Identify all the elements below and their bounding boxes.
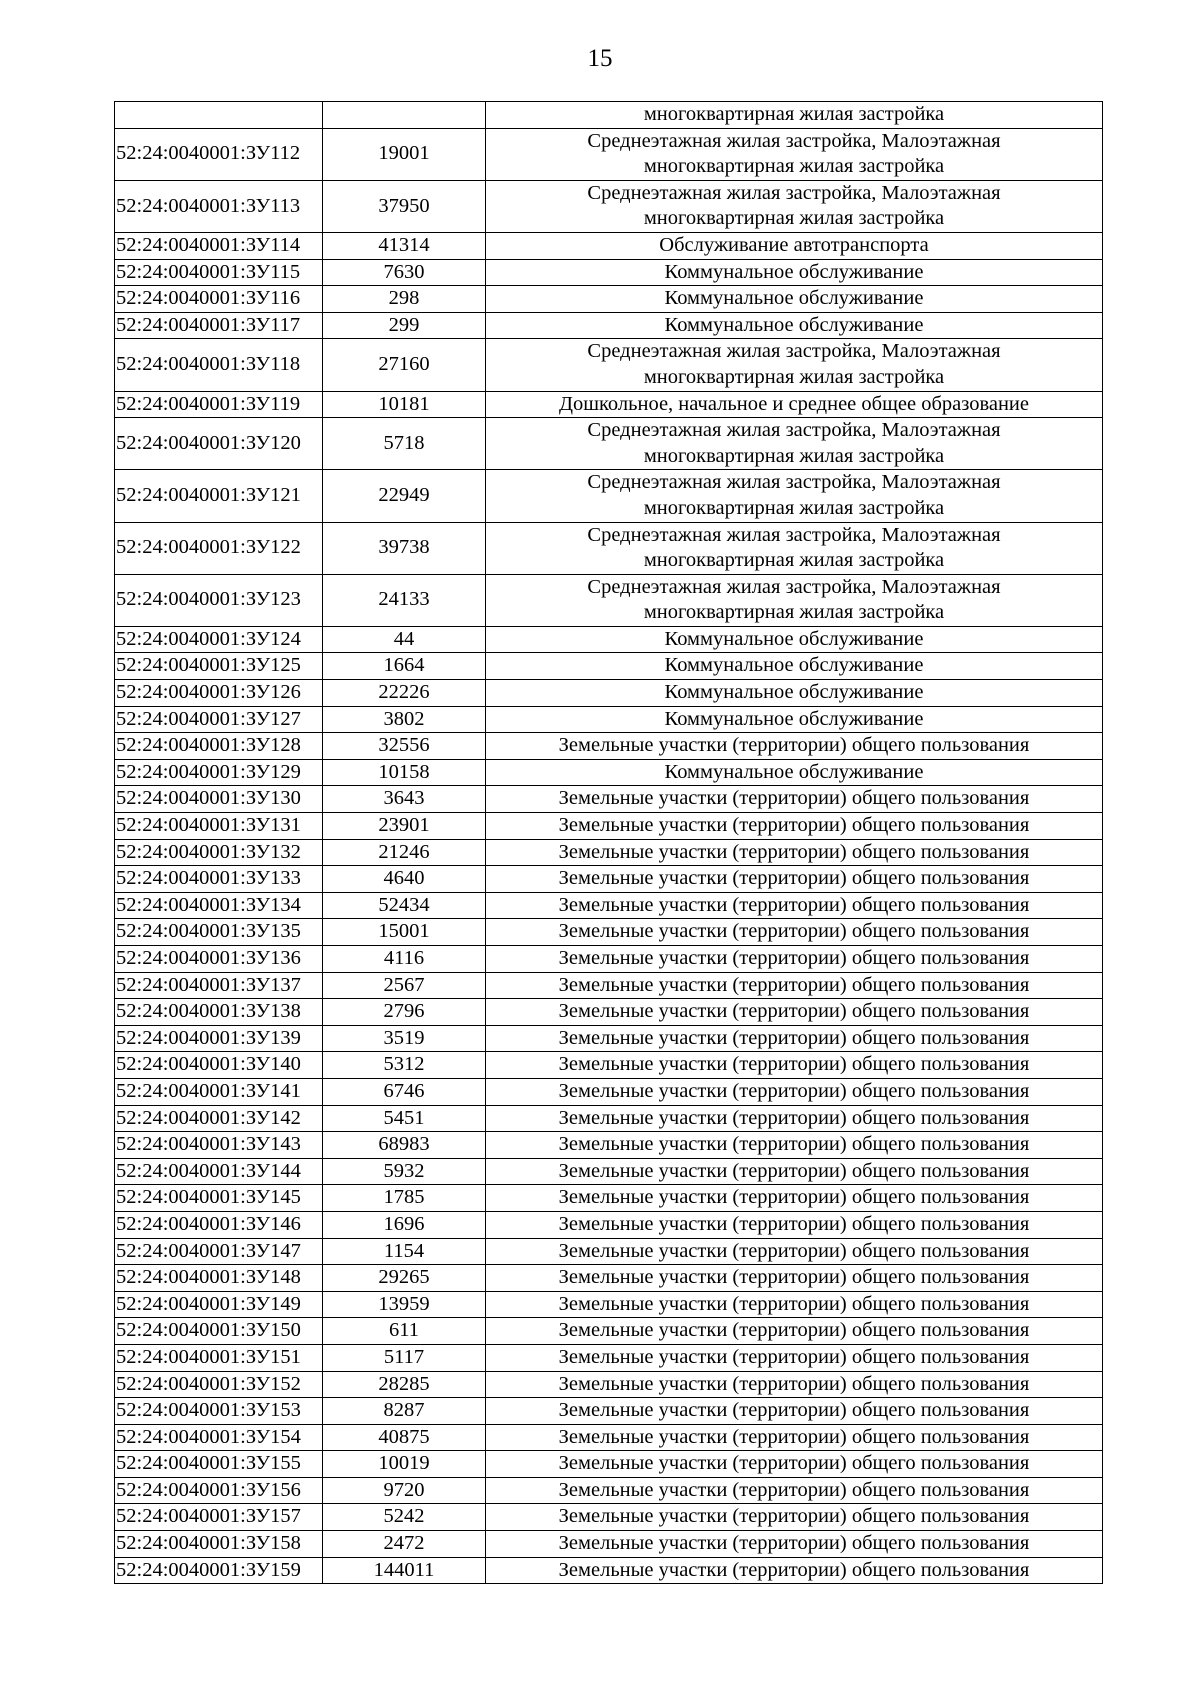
plot-use-line: Земельные участки (территории) общего пользования: [558, 1399, 1030, 1422]
plot-use-line: Земельные участки (территории) общего пользования: [558, 1212, 1030, 1235]
plot-id-cell: 52:24:0040001:ЗУ154: [115, 1424, 323, 1451]
table-row: [115, 1078, 1103, 1105]
plot-use-line: Дошкольное, начальное и среднее общее образование: [558, 392, 1030, 415]
table-row: [115, 999, 1103, 1026]
table-row: [115, 680, 1103, 707]
plot-area-cell: 7630: [323, 259, 486, 286]
table-row: [115, 1504, 1103, 1531]
table-row: [115, 1052, 1103, 1079]
plot-use-cell: [486, 946, 1103, 973]
plot-use-cell: [486, 1398, 1103, 1425]
table-row: [115, 1025, 1103, 1052]
plot-use-cell: [486, 1477, 1103, 1504]
plot-use-line: Земельные участки (территории) общего пользования: [558, 1345, 1030, 1368]
plot-use-cell: [486, 286, 1103, 313]
plot-use-line: Земельные участки (территории) общего пользования: [558, 1452, 1030, 1475]
plot-use-cell: [486, 312, 1103, 339]
plot-use-line: многоквартирная жилая застройка: [643, 444, 945, 467]
table-row: [115, 1344, 1103, 1371]
table-row: [115, 1132, 1103, 1159]
plot-use-line: многоквартирная жилая застройка: [643, 496, 945, 519]
plot-area-cell: 611: [323, 1318, 486, 1345]
plot-area-cell: 298: [323, 286, 486, 313]
plot-use-line: Земельные участки (территории) общего пользования: [558, 920, 1030, 943]
plot-area-cell: 299: [323, 312, 486, 339]
plot-area-cell: [323, 102, 486, 129]
table-row: [115, 574, 1103, 626]
plot-area-cell: 3643: [323, 786, 486, 813]
plot-use-cell: [486, 759, 1103, 786]
plot-id-cell: 52:24:0040001:ЗУ113: [115, 180, 323, 232]
plot-use-line: Земельные участки (территории) общего пользования: [558, 1478, 1030, 1501]
plot-use-line: Коммунальное обслуживание: [664, 627, 924, 650]
plot-id-cell: 52:24:0040001:ЗУ123: [115, 574, 323, 626]
plot-use-cell: [486, 1211, 1103, 1238]
table-row: [115, 946, 1103, 973]
plot-id-cell: [115, 102, 323, 129]
plot-id-cell: 52:24:0040001:ЗУ151: [115, 1344, 323, 1371]
plot-area-cell: 10181: [323, 391, 486, 418]
plot-id-cell: 52:24:0040001:ЗУ119: [115, 391, 323, 418]
plot-area-cell: 5451: [323, 1105, 486, 1132]
plot-use-cell: [486, 1531, 1103, 1558]
plot-area-cell: 37950: [323, 180, 486, 232]
plot-area-cell: 22949: [323, 470, 486, 522]
plot-area-cell: 32556: [323, 733, 486, 760]
plot-id-cell: 52:24:0040001:ЗУ153: [115, 1398, 323, 1425]
plot-area-cell: 29265: [323, 1265, 486, 1292]
plot-use-cell: [486, 128, 1103, 180]
plot-id-cell: 52:24:0040001:ЗУ134: [115, 892, 323, 919]
table-row: [115, 418, 1103, 470]
plot-area-cell: 1664: [323, 653, 486, 680]
plot-area-cell: 3802: [323, 706, 486, 733]
plot-id-cell: 52:24:0040001:ЗУ156: [115, 1477, 323, 1504]
table-row: [115, 180, 1103, 232]
table-row: [115, 706, 1103, 733]
plot-use-cell: [486, 102, 1103, 129]
plot-id-cell: 52:24:0040001:ЗУ140: [115, 1052, 323, 1079]
plot-id-cell: 52:24:0040001:ЗУ159: [115, 1557, 323, 1584]
plot-area-cell: 21246: [323, 839, 486, 866]
plot-area-cell: 10019: [323, 1451, 486, 1478]
plot-id-cell: 52:24:0040001:ЗУ124: [115, 626, 323, 653]
plot-use-line: Земельные участки (территории) общего пользования: [558, 1159, 1030, 1182]
table-row: [115, 892, 1103, 919]
table-row: [115, 470, 1103, 522]
plot-use-cell: [486, 680, 1103, 707]
plot-use-cell: [486, 999, 1103, 1026]
plot-use-cell: [486, 259, 1103, 286]
plot-use-cell: [486, 1158, 1103, 1185]
plot-area-cell: 5117: [323, 1344, 486, 1371]
plot-area-cell: 1154: [323, 1238, 486, 1265]
plot-use-line: Земельные участки (территории) общего пользования: [558, 1026, 1030, 1049]
plot-id-cell: 52:24:0040001:ЗУ112: [115, 128, 323, 180]
plot-use-line: Земельные участки (территории) общего пользования: [558, 814, 1030, 837]
plot-use-cell: [486, 1344, 1103, 1371]
plot-id-cell: 52:24:0040001:ЗУ116: [115, 286, 323, 313]
plot-use-cell: [486, 1557, 1103, 1584]
plot-use-line: Земельные участки (территории) общего пользования: [558, 1425, 1030, 1448]
plot-area-cell: 28285: [323, 1371, 486, 1398]
plot-id-cell: 52:24:0040001:ЗУ143: [115, 1132, 323, 1159]
plot-use-cell: [486, 232, 1103, 259]
plot-id-cell: 52:24:0040001:ЗУ141: [115, 1078, 323, 1105]
plot-use-cell: [486, 706, 1103, 733]
plot-area-cell: 39738: [323, 522, 486, 574]
plot-use-cell: [486, 653, 1103, 680]
plot-use-line: Коммунальное обслуживание: [664, 313, 924, 336]
table-row: [115, 232, 1103, 259]
plot-id-cell: 52:24:0040001:ЗУ133: [115, 866, 323, 893]
plot-id-cell: 52:24:0040001:ЗУ114: [115, 232, 323, 259]
plot-use-line: Земельные участки (территории) общего пользования: [558, 1266, 1030, 1289]
table-row: [115, 522, 1103, 574]
plot-use-line: многоквартирная жилая застройка: [643, 365, 945, 388]
table-row: [115, 339, 1103, 391]
plot-id-cell: 52:24:0040001:ЗУ131: [115, 813, 323, 840]
table-row: [115, 1451, 1103, 1478]
plot-use-cell: [486, 813, 1103, 840]
plot-use-cell: [486, 1291, 1103, 1318]
table-row: [115, 128, 1103, 180]
plot-id-cell: 52:24:0040001:ЗУ148: [115, 1265, 323, 1292]
plot-id-cell: 52:24:0040001:ЗУ115: [115, 259, 323, 286]
plot-area-cell: 1696: [323, 1211, 486, 1238]
table-row: [115, 1398, 1103, 1425]
plot-id-cell: 52:24:0040001:ЗУ117: [115, 312, 323, 339]
plot-use-line: Среднеэтажная жилая застройка, Малоэтажная: [587, 181, 1001, 204]
plot-area-cell: 1785: [323, 1185, 486, 1212]
plot-area-cell: 5932: [323, 1158, 486, 1185]
table-row: [115, 919, 1103, 946]
plot-use-line: Земельные участки (территории) общего пользования: [558, 840, 1030, 863]
plot-id-cell: 52:24:0040001:ЗУ130: [115, 786, 323, 813]
table-row: [115, 391, 1103, 418]
plot-use-line: Коммунальное обслуживание: [664, 760, 924, 783]
plot-id-cell: 52:24:0040001:ЗУ122: [115, 522, 323, 574]
plot-use-line: Обслуживание автотранспорта: [659, 233, 929, 256]
plot-id-cell: 52:24:0040001:ЗУ149: [115, 1291, 323, 1318]
table-row: [115, 1185, 1103, 1212]
plot-id-cell: 52:24:0040001:ЗУ132: [115, 839, 323, 866]
table-row: [115, 1265, 1103, 1292]
plot-use-line: Земельные участки (территории) общего пользования: [558, 947, 1030, 969]
plot-use-cell: [486, 919, 1103, 946]
plot-id-cell: 52:24:0040001:ЗУ158: [115, 1531, 323, 1558]
plot-use-cell: [486, 339, 1103, 391]
table-row: [115, 1291, 1103, 1318]
plot-id-cell: 52:24:0040001:ЗУ146: [115, 1211, 323, 1238]
plot-area-cell: 52434: [323, 892, 486, 919]
plot-use-line: Коммунальное обслуживание: [664, 260, 924, 283]
plot-id-cell: 52:24:0040001:ЗУ135: [115, 919, 323, 946]
plot-area-cell: 2567: [323, 972, 486, 999]
plot-use-line: Среднеэтажная жилая застройка, Малоэтажная: [587, 523, 1001, 546]
plot-id-cell: 52:24:0040001:ЗУ155: [115, 1451, 323, 1478]
plot-use-line: Земельные участки (территории) общего пользования: [558, 1532, 1030, 1555]
plot-area-cell: 22226: [323, 680, 486, 707]
plot-use-cell: [486, 1078, 1103, 1105]
table-row: [115, 1477, 1103, 1504]
table-row: [115, 972, 1103, 999]
plot-id-cell: 52:24:0040001:ЗУ128: [115, 733, 323, 760]
plot-use-cell: [486, 1318, 1103, 1345]
plot-use-line: Земельные участки (территории) общего пользования: [558, 893, 1030, 916]
table-row: [115, 813, 1103, 840]
plot-use-line: многоквартирная жилая застройка: [643, 155, 945, 178]
plot-use-cell: [486, 866, 1103, 893]
plot-use-line: Среднеэтажная жилая застройка, Малоэтажная: [587, 419, 1001, 442]
plot-id-cell: 52:24:0040001:ЗУ142: [115, 1105, 323, 1132]
plot-use-cell: [486, 418, 1103, 470]
plot-use-line: Земельные участки (территории) общего пользования: [558, 1053, 1030, 1076]
plot-use-cell: [486, 574, 1103, 626]
plot-area-cell: 8287: [323, 1398, 486, 1425]
plot-use-line: Среднеэтажная жилая застройка, Малоэтажная: [587, 129, 1001, 152]
table-row: [115, 1158, 1103, 1185]
table-row: [115, 1238, 1103, 1265]
plot-area-cell: 23901: [323, 813, 486, 840]
plot-id-cell: 52:24:0040001:ЗУ150: [115, 1318, 323, 1345]
table-row: [115, 866, 1103, 893]
plot-use-line: многоквартирная жилая застройка: [643, 549, 945, 572]
table-body: [115, 102, 1103, 1584]
table-row: [115, 1424, 1103, 1451]
plot-use-line: Коммунальное обслуживание: [664, 707, 924, 730]
table-row: [115, 1557, 1103, 1584]
page-number: 15: [587, 45, 613, 72]
plot-use-line: Земельные участки (территории) общего пользования: [558, 1186, 1030, 1209]
plot-id-cell: 52:24:0040001:ЗУ118: [115, 339, 323, 391]
plot-area-cell: 5242: [323, 1504, 486, 1531]
plot-use-line: Земельные участки (территории) общего пользования: [558, 1133, 1030, 1156]
table-row: [115, 1211, 1103, 1238]
plot-use-cell: [486, 180, 1103, 232]
table-row: [115, 1105, 1103, 1132]
plot-area-cell: 9720: [323, 1477, 486, 1504]
plot-id-cell: 52:24:0040001:ЗУ126: [115, 680, 323, 707]
plot-use-line: Земельные участки (территории) общего пользования: [558, 1239, 1030, 1262]
table-row: [115, 1531, 1103, 1558]
plot-area-cell: 10158: [323, 759, 486, 786]
plot-use-cell: [486, 892, 1103, 919]
plot-id-cell: 52:24:0040001:ЗУ152: [115, 1371, 323, 1398]
plot-area-cell: 6746: [323, 1078, 486, 1105]
plot-use-cell: [486, 839, 1103, 866]
plot-id-cell: 52:24:0040001:ЗУ145: [115, 1185, 323, 1212]
plot-use-line: Среднеэтажная жилая застройка, Малоэтажная: [587, 575, 1001, 598]
plot-use-line: Земельные участки (территории) общего пользования: [558, 734, 1030, 757]
plot-id-cell: 52:24:0040001:ЗУ147: [115, 1238, 323, 1265]
plot-id-cell: 52:24:0040001:ЗУ157: [115, 1504, 323, 1531]
plot-area-cell: 4116: [323, 946, 486, 973]
table-row: [115, 653, 1103, 680]
plot-area-cell: 5312: [323, 1052, 486, 1079]
plot-area-cell: 15001: [323, 919, 486, 946]
table-row: [115, 259, 1103, 286]
plot-id-cell: 52:24:0040001:ЗУ144: [115, 1158, 323, 1185]
plot-use-line: Земельные участки (территории) общего пользования: [558, 1079, 1030, 1102]
plot-area-cell: 44: [323, 626, 486, 653]
plot-use-line: Земельные участки (территории) общего пользования: [558, 787, 1030, 810]
plot-id-cell: 52:24:0040001:ЗУ125: [115, 653, 323, 680]
plot-use-line: Земельные участки (территории) общего пользования: [558, 1106, 1030, 1129]
plot-id-cell: 52:24:0040001:ЗУ136: [115, 946, 323, 973]
plot-use-cell: [486, 786, 1103, 813]
plot-use-line: Земельные участки (территории) общего пользования: [558, 1292, 1030, 1315]
table-row: [115, 286, 1103, 313]
plot-use-line: многоквартирная жилая застройка: [643, 601, 945, 624]
plot-area-cell: 40875: [323, 1424, 486, 1451]
plot-use-cell: [486, 626, 1103, 653]
plot-use-cell: [486, 733, 1103, 760]
plot-use-cell: [486, 1451, 1103, 1478]
plot-use-cell: [486, 972, 1103, 999]
plot-area-cell: 68983: [323, 1132, 486, 1159]
plot-use-line: Земельные участки (территории) общего пользования: [558, 1319, 1030, 1342]
plot-use-cell: [486, 1424, 1103, 1451]
plot-use-cell: [486, 1105, 1103, 1132]
plot-use-line: Среднеэтажная жилая застройка, Малоэтажная: [587, 340, 1001, 363]
plot-area-cell: 13959: [323, 1291, 486, 1318]
plot-use-cell: [486, 1265, 1103, 1292]
plot-area-cell: 3519: [323, 1025, 486, 1052]
plot-use-cell: [486, 1132, 1103, 1159]
plot-area-cell: 24133: [323, 574, 486, 626]
plot-use-cell: [486, 1052, 1103, 1079]
land-plots-table: [114, 101, 1103, 1584]
plot-use-cell: [486, 1025, 1103, 1052]
table-row: [115, 839, 1103, 866]
plot-id-cell: 52:24:0040001:ЗУ139: [115, 1025, 323, 1052]
plot-area-cell: 2796: [323, 999, 486, 1026]
plot-id-cell: 52:24:0040001:ЗУ137: [115, 972, 323, 999]
plot-use-line: Земельные участки (территории) общего пользования: [558, 1505, 1030, 1528]
plot-id-cell: 52:24:0040001:ЗУ120: [115, 418, 323, 470]
plot-area-cell: 41314: [323, 232, 486, 259]
table-row: [115, 759, 1103, 786]
plot-use-line: Коммунальное обслуживание: [664, 654, 924, 677]
table-row: [115, 102, 1103, 129]
plot-use-line: Коммунальное обслуживание: [664, 681, 924, 704]
plot-use-line: многоквартирная жилая застройка: [643, 103, 945, 125]
plot-use-cell: [486, 1371, 1103, 1398]
table-row: [115, 312, 1103, 339]
plot-area-cell: 5718: [323, 418, 486, 470]
plot-use-line: многоквартирная жилая застройка: [643, 207, 945, 230]
plot-use-line: Земельные участки (территории) общего пользования: [558, 973, 1030, 996]
plot-use-cell: [486, 522, 1103, 574]
plot-id-cell: 52:24:0040001:ЗУ127: [115, 706, 323, 733]
plot-use-cell: [486, 1185, 1103, 1212]
table-row: [115, 733, 1103, 760]
plot-use-line: Среднеэтажная жилая застройка, Малоэтажная: [587, 471, 1001, 494]
plot-use-line: Земельные участки (территории) общего пользования: [558, 1372, 1030, 1395]
plot-id-cell: 52:24:0040001:ЗУ121: [115, 470, 323, 522]
plot-use-line: Земельные участки (территории) общего пользования: [558, 1558, 1030, 1581]
plot-id-cell: 52:24:0040001:ЗУ129: [115, 759, 323, 786]
table-row: [115, 786, 1103, 813]
plot-area-cell: 144011: [323, 1557, 486, 1584]
plot-use-cell: [486, 1504, 1103, 1531]
plot-use-cell: [486, 391, 1103, 418]
plot-id-cell: 52:24:0040001:ЗУ138: [115, 999, 323, 1026]
plot-use-cell: [486, 470, 1103, 522]
table-row: [115, 1318, 1103, 1345]
table-row: [115, 626, 1103, 653]
plot-area-cell: 2472: [323, 1531, 486, 1558]
plot-use-line: Земельные участки (территории) общего пользования: [558, 867, 1030, 890]
plot-area-cell: 27160: [323, 339, 486, 391]
table-row: [115, 1371, 1103, 1398]
plot-use-cell: [486, 1238, 1103, 1265]
plot-use-line: Коммунальное обслуживание: [664, 287, 924, 310]
plot-use-line: Земельные участки (территории) общего пользования: [558, 1000, 1030, 1023]
plot-area-cell: 4640: [323, 866, 486, 893]
plot-area-cell: 19001: [323, 128, 486, 180]
